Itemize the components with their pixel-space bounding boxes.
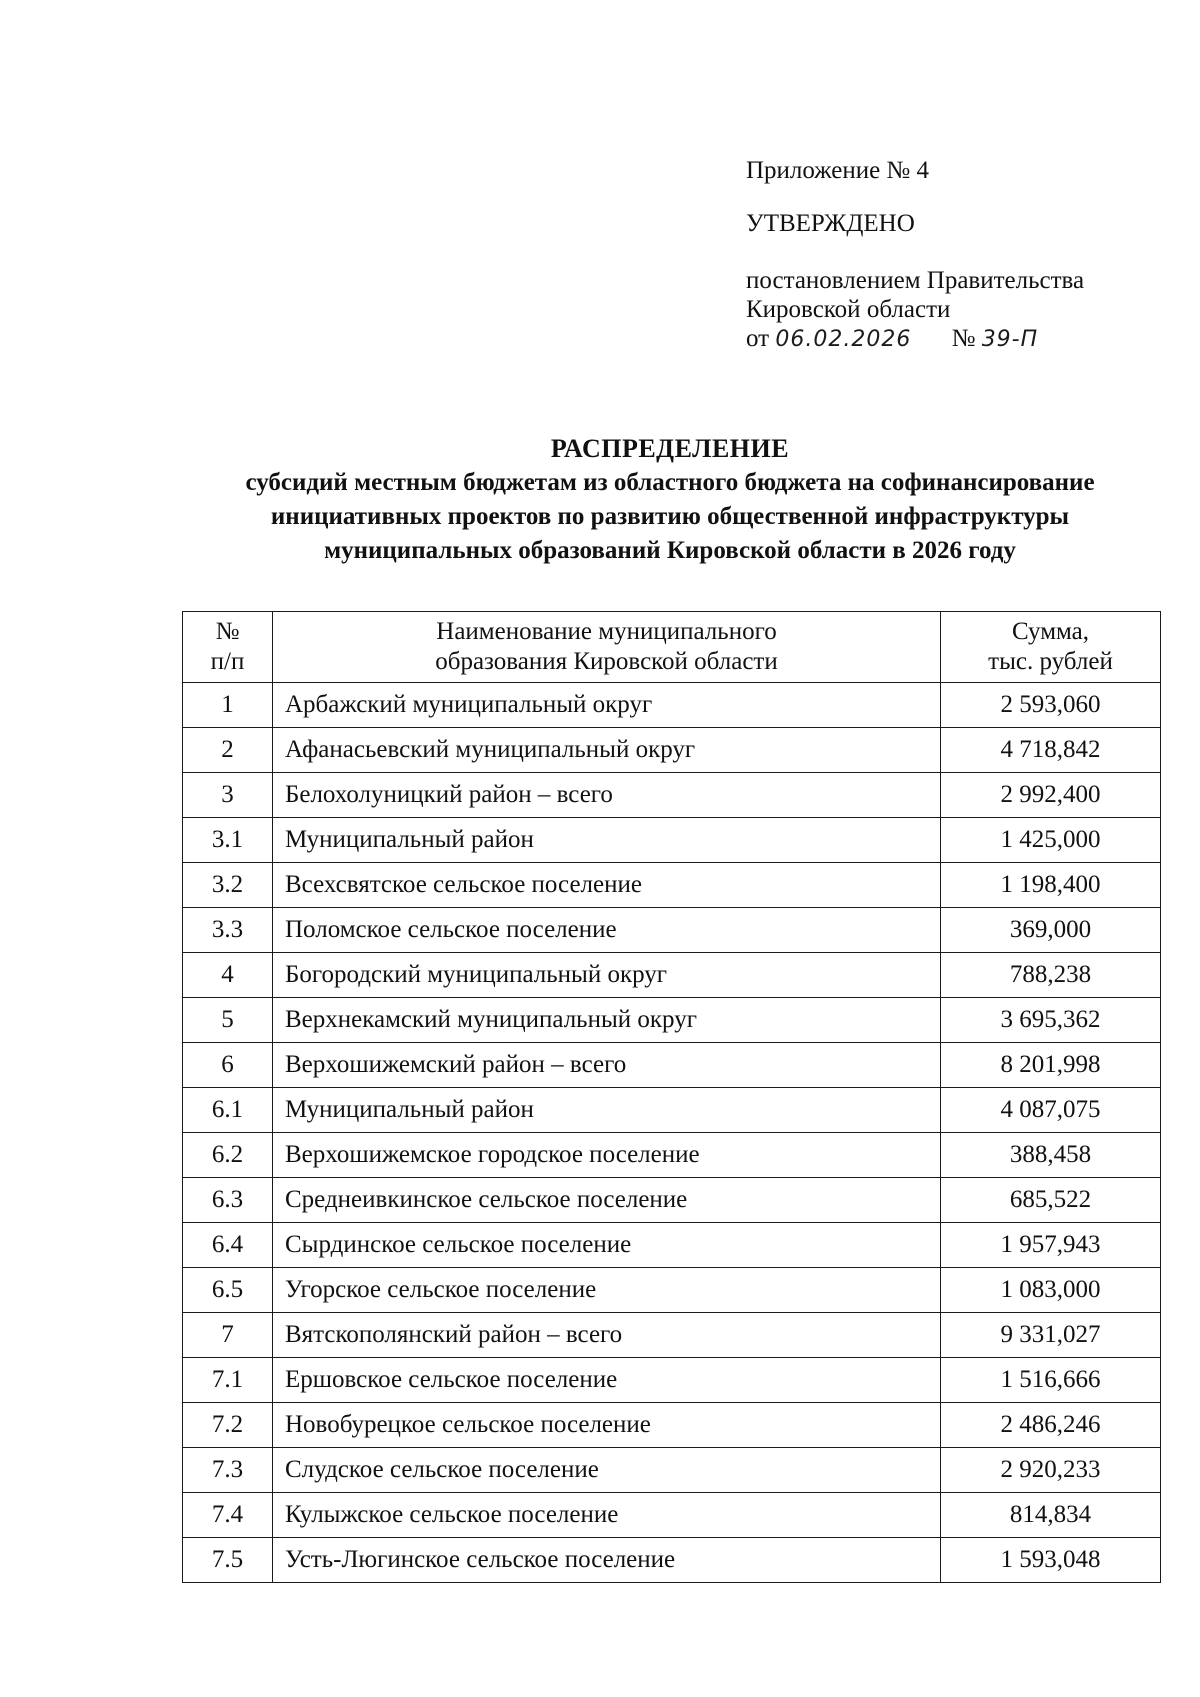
row-name: Муниципальный район: [273, 818, 941, 863]
row-number: 6: [183, 1043, 273, 1088]
row-amount: 388,458: [941, 1133, 1161, 1178]
row-name: Верхошижемское городское поселение: [273, 1133, 941, 1178]
number-prefix: №: [951, 325, 976, 352]
decree-line-1: постановлением Правительства: [746, 267, 1085, 294]
row-amount: 814,834: [941, 1493, 1161, 1538]
appendix-label: Приложение № 4: [746, 157, 930, 184]
row-name: Усть-Люгинское сельское поселение: [273, 1538, 941, 1583]
title-line-1: субсидий местным бюджетам из областного бюджета на софинансирование: [245, 469, 1095, 496]
header-amount-line-2: тыс. рублей: [988, 648, 1113, 675]
header-name-line-2: образования Кировской области: [435, 648, 778, 675]
table-row: [183, 1223, 1161, 1268]
table-row: [183, 683, 1161, 728]
row-amount: 1 198,400: [941, 863, 1161, 908]
row-amount: 2 593,060: [941, 683, 1161, 728]
row-name: Поломское сельское поселение: [273, 908, 941, 953]
row-name: Верхнекамский муниципальный округ: [273, 998, 941, 1043]
row-number: 3: [183, 773, 273, 818]
document-title: [150, 432, 1190, 568]
row-amount: 1 425,000: [941, 818, 1161, 863]
row-number: 3.2: [183, 863, 273, 908]
row-name: Муниципальный район: [273, 1088, 941, 1133]
row-name: Новобурецкое сельское поселение: [273, 1403, 941, 1448]
table-row: [183, 1088, 1161, 1133]
approved-label: УТВЕРЖДЕНО: [746, 210, 915, 237]
title-line-2: инициативных проектов по развитию общественной инфраструктуры: [270, 503, 1070, 530]
row-amount: 1 083,000: [941, 1268, 1161, 1313]
header-name: [273, 612, 941, 683]
row-name: Кулыжское сельское поселение: [273, 1493, 941, 1538]
row-name: Вятскополянский район – всего: [273, 1313, 941, 1358]
row-amount: 4 087,075: [941, 1088, 1161, 1133]
row-name: Афанасьевский муниципальный округ: [273, 728, 941, 773]
date-prefix: от: [746, 325, 770, 352]
row-name: Всехсвятское сельское поселение: [273, 863, 941, 908]
header-amount-line-1: Сумма,: [1011, 618, 1090, 645]
row-amount: 369,000: [941, 908, 1161, 953]
row-number: 6.5: [183, 1268, 273, 1313]
table-row: [183, 1268, 1161, 1313]
decree-line-2: Кировской области: [746, 296, 951, 323]
row-number: 7.5: [183, 1538, 273, 1583]
table-body: [183, 683, 1161, 1583]
row-number: 7.4: [183, 1493, 273, 1538]
title-line-3: муниципальных образований Кировской области в 2026 году: [324, 537, 1016, 564]
handwritten-number: 39-П: [981, 327, 1039, 352]
row-number: 3.1: [183, 818, 273, 863]
row-amount: 1 516,666: [941, 1358, 1161, 1403]
header-amount: [941, 612, 1161, 683]
row-amount: 685,522: [941, 1178, 1161, 1223]
row-amount: 2 992,400: [941, 773, 1161, 818]
table-row: [183, 728, 1161, 773]
row-name: Сырдинское сельское поселение: [273, 1223, 941, 1268]
row-name: Ершовское сельское поселение: [273, 1358, 941, 1403]
row-name: Среднеивкинское сельское поселение: [273, 1178, 941, 1223]
row-amount: 8 201,998: [941, 1043, 1161, 1088]
row-number: 7.3: [183, 1448, 273, 1493]
row-number: 4: [183, 953, 273, 998]
table-row: [183, 818, 1161, 863]
table-row: [183, 1448, 1161, 1493]
table-row: [183, 1133, 1161, 1178]
row-amount: 2 486,246: [941, 1403, 1161, 1448]
handwritten-date: 06.02.2026: [775, 327, 912, 352]
table-row: [183, 998, 1161, 1043]
row-name: Верхошижемский район – всего: [273, 1043, 941, 1088]
row-number: 6.2: [183, 1133, 273, 1178]
table-header-row: [183, 612, 1161, 683]
row-number: 6.3: [183, 1178, 273, 1223]
table-row: [183, 1178, 1161, 1223]
row-name: Богородский муниципальный округ: [273, 953, 941, 998]
approval-block: [746, 156, 1084, 354]
row-amount: 3 695,362: [941, 998, 1161, 1043]
row-name: Белохолуницкий район – всего: [273, 773, 941, 818]
table-row: [183, 1313, 1161, 1358]
table-row: [183, 1043, 1161, 1088]
row-amount: 9 331,027: [941, 1313, 1161, 1358]
row-name: Арбажский муниципальный округ: [273, 683, 941, 728]
title-main: РАСПРЕДЕЛЕНИЕ: [550, 434, 790, 463]
row-number: 7: [183, 1313, 273, 1358]
row-name: Слудское сельское поселение: [273, 1448, 941, 1493]
table-row: [183, 953, 1161, 998]
distribution-table: [182, 611, 1161, 1583]
row-name: Угорское сельское поселение: [273, 1268, 941, 1313]
row-number: 7.2: [183, 1403, 273, 1448]
table-row: [183, 773, 1161, 818]
header-num-line-1: №: [215, 618, 240, 645]
row-amount: 1 957,943: [941, 1223, 1161, 1268]
row-number: 2: [183, 728, 273, 773]
row-amount: 788,238: [941, 953, 1161, 998]
table-row: [183, 1403, 1161, 1448]
row-amount: 4 718,842: [941, 728, 1161, 773]
table-row: [183, 1493, 1161, 1538]
table-row: [183, 863, 1161, 908]
row-amount: 1 593,048: [941, 1538, 1161, 1583]
row-amount: 2 920,233: [941, 1448, 1161, 1493]
table-row: [183, 1358, 1161, 1403]
table-row: [183, 908, 1161, 953]
table-row: [183, 1538, 1161, 1583]
decree-date-line: [746, 324, 1084, 354]
row-number: 5: [183, 998, 273, 1043]
row-number: 6.1: [183, 1088, 273, 1133]
row-number: 6.4: [183, 1223, 273, 1268]
row-number: 3.3: [183, 908, 273, 953]
header-num-line-2: п/п: [210, 648, 245, 675]
row-number: 1: [183, 683, 273, 728]
header-num: [183, 612, 273, 683]
row-number: 7.1: [183, 1358, 273, 1403]
header-name-line-1: Наименование муниципального: [436, 618, 777, 645]
